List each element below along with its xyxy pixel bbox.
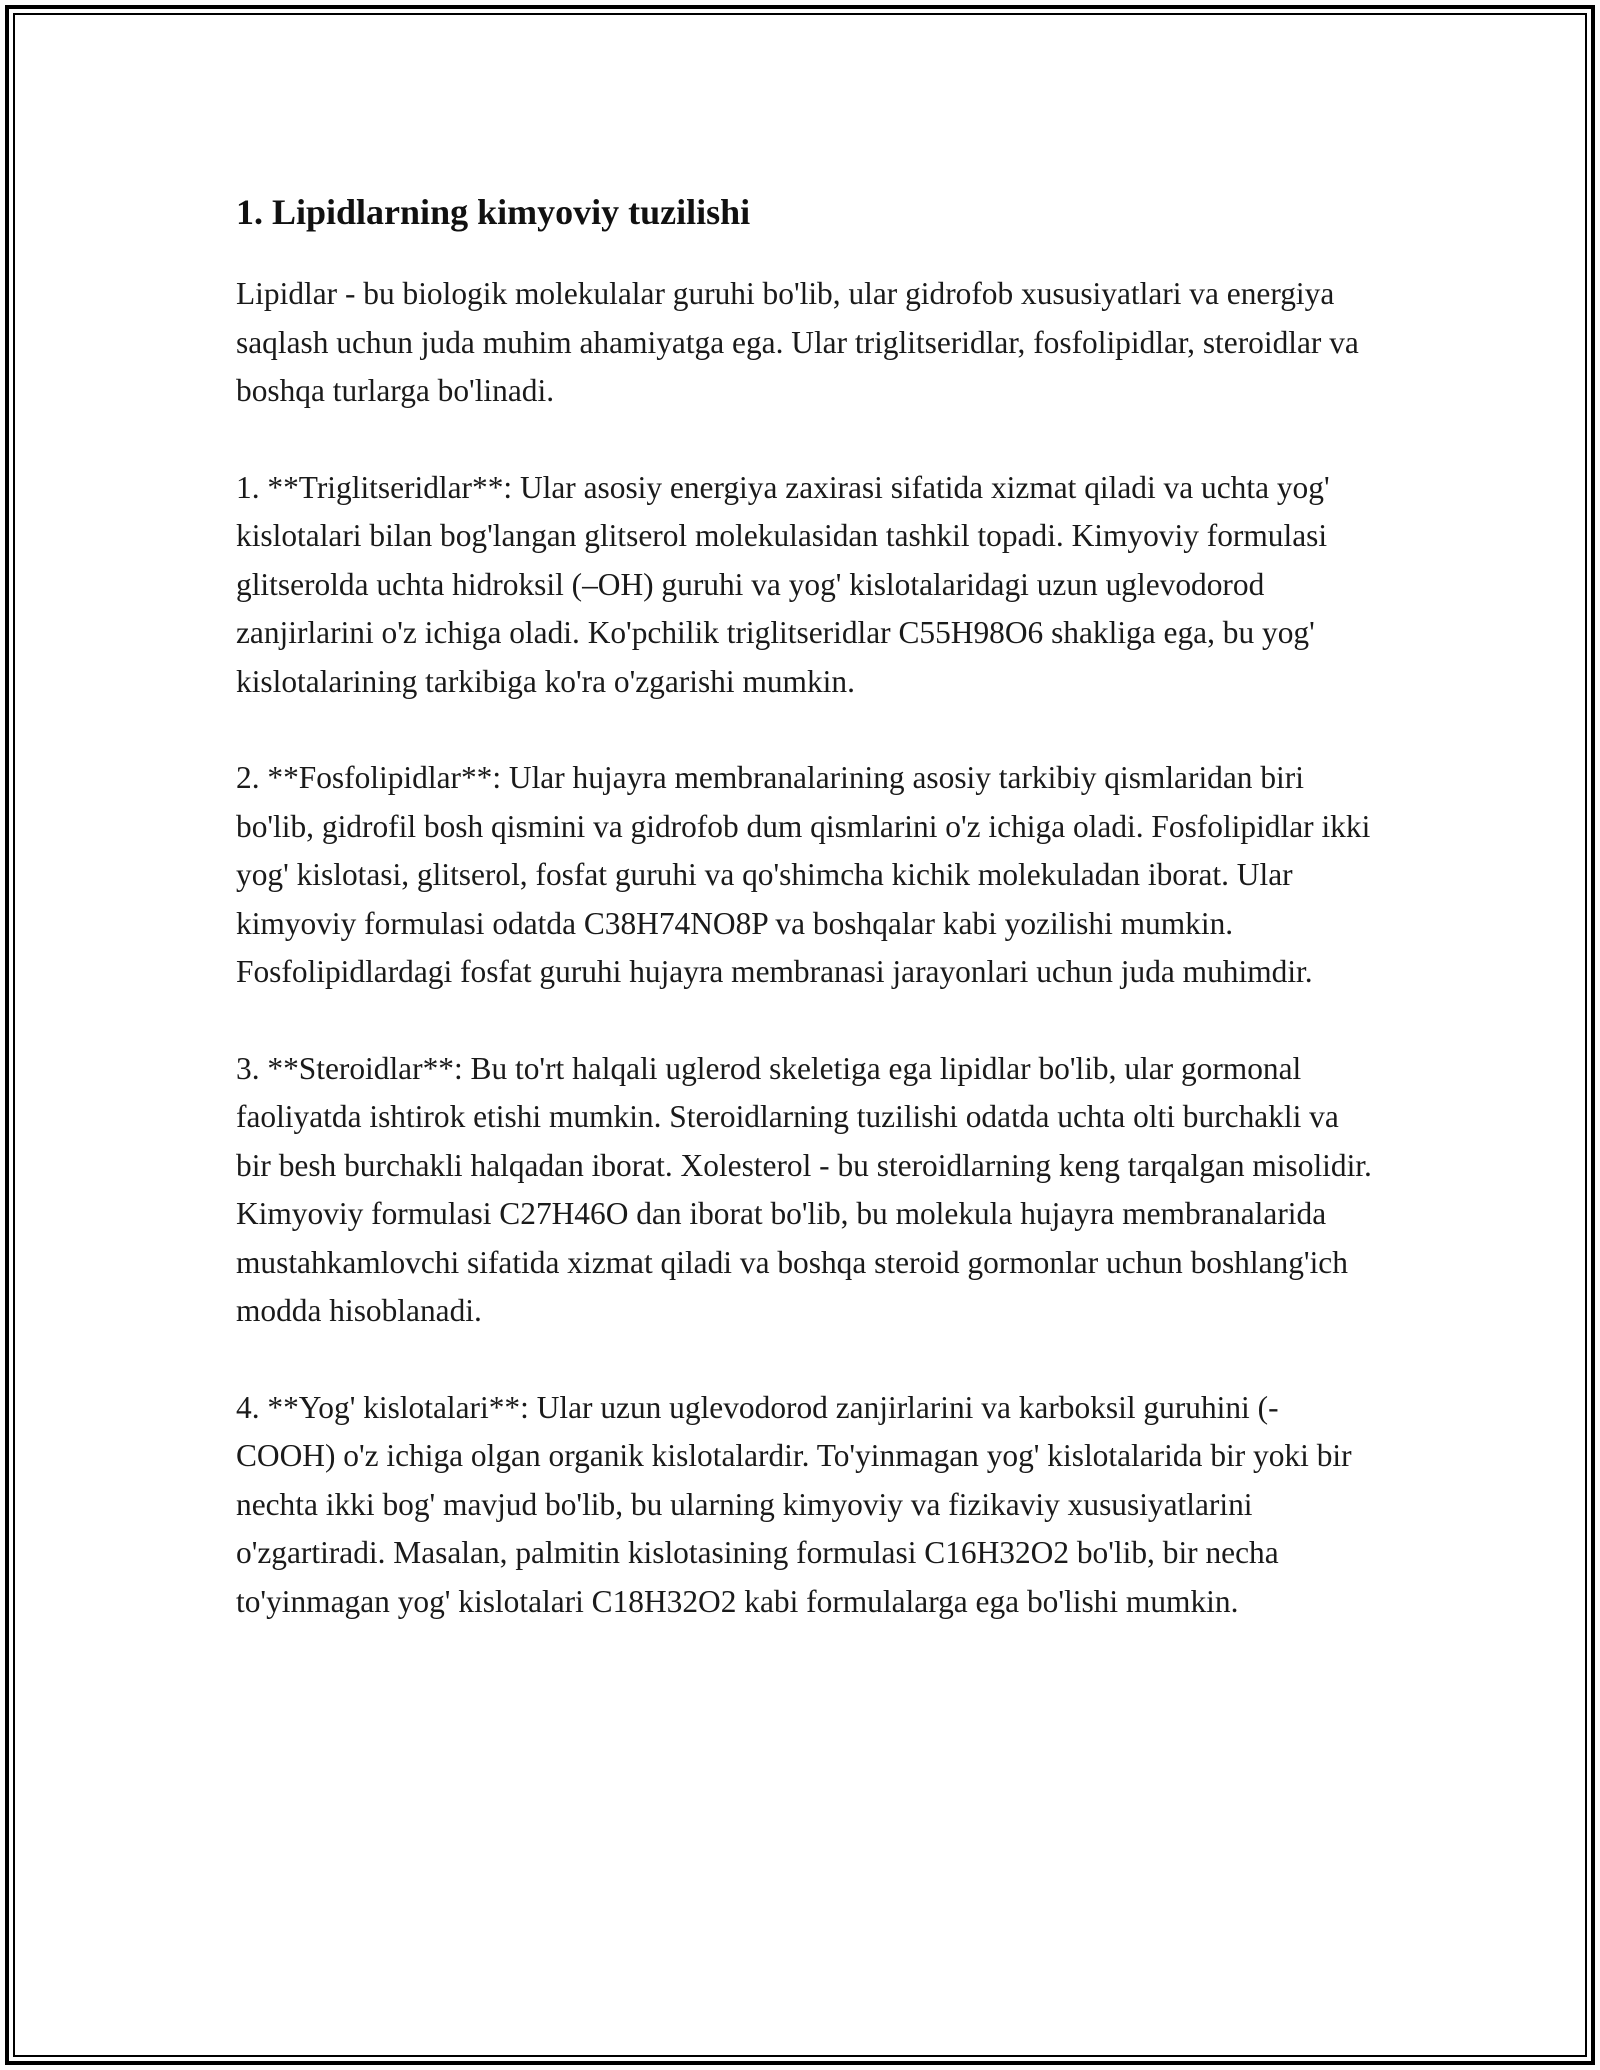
- triglycerides-paragraph: 1. **Triglitseridlar**: Ular asosiy energiya zaxirasi sifatida xizmat qiladi va uchta yog' kislotalari bilan bog'langan glitserol molekulasidan tashkil topadi. Kimyoviy formulasi glitserolda uchta hidroksil (–OH) guruhi va yog' kislotalaridagi uzun uglevodorod zanjirlarini o'z ichiga oladi. Ko'pchilik triglitseridlar C55H98O6 shakliga ega, bu yog' kislotalarining tarkibiga ko'ra o'zgarishi mumkin.: [236, 469, 1330, 699]
- steroids-paragraph: 3. **Steroidlar**: Bu to'rt halqali uglerod skeletiga ega lipidlar bo'lib, ular gormonal faoliyatda ishtirok etishi mumkin. Steroidlarning tuzilishi odatda uchta olti burchakli va bir besh burchakli halqadan iborat. Xolesterol - bu steroidlarning keng tarqalgan misolidir. Kimyoviy formulasi C27H46O dan iborat bo'lib, bu molekula hujayra membranalarida mustahkamlovchi sifatida xizmat qiladi va boshqa steroid gormonlar uchun boshlang'ich modda hisoblanadi.: [236, 1050, 1372, 1328]
- document-body: [236, 188, 1376, 1674]
- phospholipids-paragraph: 2. **Fosfolipidlar**: Ular hujayra membranalarining asosiy tarkibiy qismlaridan biri bo'lib, gidrofil bosh qismini va gidrofob dum qismlarini o'z ichiga oladi. Fosfolipidlar ikki yog' kislotasi, glitserol, fosfat guruhi va qo'shimcha kichik molekuladan iborat. Ular kimyoviy formulasi odatda C38H74NO8P va boshqalar kabi yozilishi mumkin. Fosfolipidlardagi fosfat guruhi hujayra membranasi jarayonlari uchun juda muhimdir.: [236, 760, 1371, 989]
- intro-paragraph: Lipidlar - bu biologik molekulalar guruhi bo'lib, ular gidrofob xususiyatlari va energiya saqlash uchun juda muhim ahamiyatga ega. Ular triglitseridlar, fosfolipidlar, steroidlar va boshqa turlarga bo'linadi.: [236, 276, 1359, 408]
- section-heading: 1. Lipidlarning kimyoviy tuzilishi: [236, 192, 751, 232]
- fatty-acids-paragraph: 4. **Yog' kislotalari**: Ular uzun uglevodorod zanjirlarini va karboksil guruhini (-COOH) o'z ichiga olgan organik kislotalardir. To'yinmagan yog' kislotalarida bir yoki bir nechta ikki bog' mavjud bo'lib, bu ularning kimyoviy va fizikaviy xususiyatlarini o'zgartiradi. Masalan, palmitin kislotasining formulasi C16H32O2 bo'lib, bir necha to'yinmagan yog' kislotalari C18H32O2 kabi formulalarga ega bo'lishi mumkin.: [236, 1389, 1352, 1619]
